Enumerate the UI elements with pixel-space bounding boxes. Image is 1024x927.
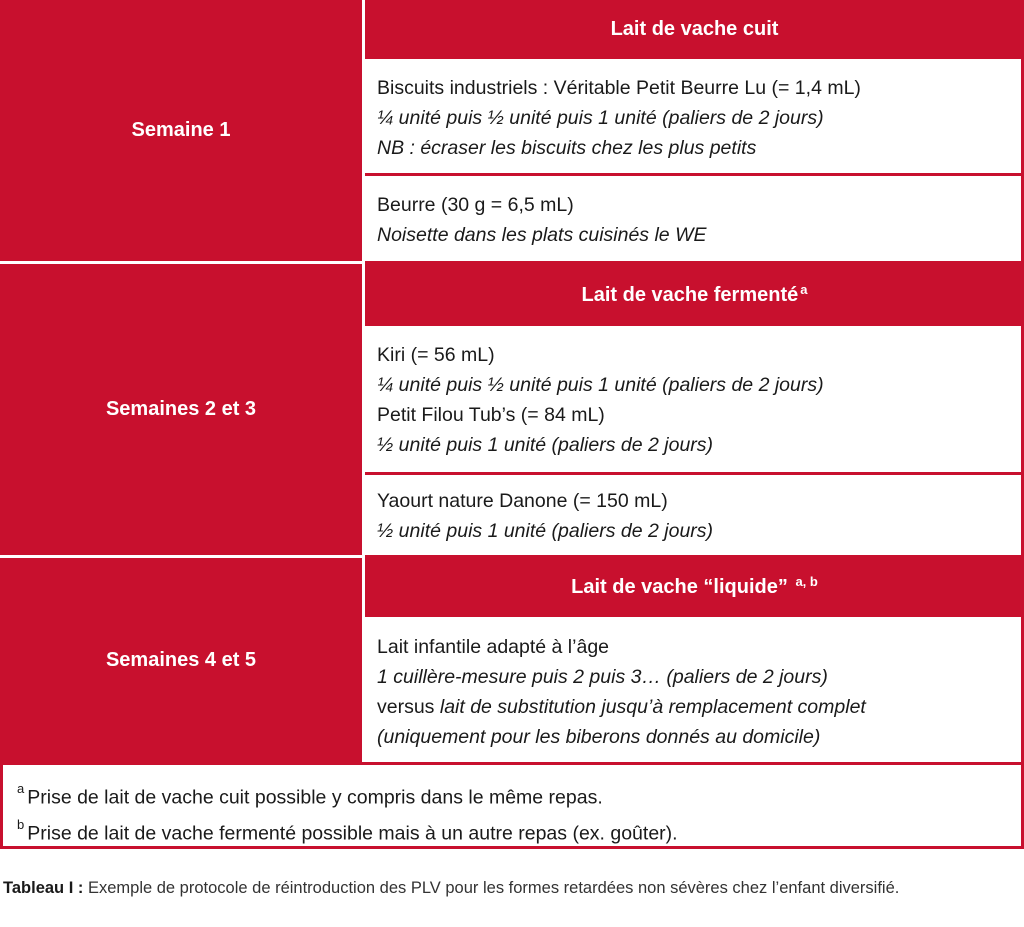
cell-butter-line-1: Beurre (30 g = 6,5 mL): [377, 194, 574, 216]
header-fermented-milk: [365, 264, 1024, 326]
header-fermented-milk-text: Lait de vache fermenté: [581, 283, 799, 306]
cell-infant-milk: [365, 617, 1021, 762]
cell-infant-milk-versus: versus: [377, 696, 435, 718]
footnote-a-mark: a: [17, 781, 25, 796]
header-liquid-milk-text: Lait de vache “liquide”: [571, 576, 788, 598]
cell-yogurt-line-1: Yaourt nature Danone (= 150 mL): [377, 490, 668, 512]
week-label-3-text: Semaines 4 et 5: [105, 648, 257, 671]
cell-infant-milk-line-4: (uniquement pour les biberons donnés au domicile): [377, 726, 821, 748]
cell-biscuits-line-2: ¼ unité puis ½ unité puis 1 unité (paliers de 2 jours): [377, 107, 824, 129]
cell-biscuits: [365, 59, 1021, 173]
cell-infant-milk-line-3: [377, 692, 1021, 722]
cell-kiri-line-2: ¼ unité puis ½ unité puis 1 unité (paliers de 2 jours): [377, 374, 824, 396]
cell-yogurt: [365, 475, 1021, 555]
header-liquid-milk-sup: a, b: [795, 574, 818, 589]
cell-kiri-filou: [365, 326, 1021, 472]
cell-infant-milk-line-1: Lait infantile adapté à l’âge: [377, 636, 610, 658]
cell-infant-milk-substitution: lait de substitution jusqu’à remplacement complet: [439, 696, 866, 718]
footnote-a: [17, 777, 1021, 813]
footnote-b-text: Prise de lait de vache fermenté possible mais à un autre repas (ex. goûter).: [27, 822, 678, 844]
cell-infant-milk-line-2: 1 cuillère-mesure puis 2 puis 3… (paliers de 2 jours): [377, 666, 828, 688]
cell-biscuits-line-1: Biscuits industriels : Véritable Petit Beurre Lu (= 1,4 mL): [377, 77, 861, 99]
cell-filou-line-2: ½ unité puis 1 unité (paliers de 2 jours): [377, 434, 714, 456]
cell-butter-line-2: Noisette dans les plats cuisinés le WE: [377, 224, 707, 246]
week-label-2-text: Semaines 2 et 3: [105, 398, 257, 420]
row-divider-2: [0, 555, 365, 558]
caption-label: Tableau I :: [3, 879, 84, 897]
cell-butter: [365, 176, 1021, 261]
week-label-2: [0, 264, 362, 555]
cell-filou-line-1: Petit Filou Tub’s (= 84 mL): [377, 404, 605, 426]
footnote-b-mark: b: [17, 816, 25, 832]
header-cooked-milk-text: Lait de vache cuit: [610, 18, 779, 40]
cell-kiri-line-1: Kiri (= 56 mL): [377, 344, 495, 366]
week-label-3: [0, 558, 362, 762]
cell-yogurt-line-2: ½ unité puis 1 unité (paliers de 2 jours): [377, 520, 714, 542]
header-cooked-milk: [365, 0, 1024, 59]
footnotes: [3, 765, 1021, 846]
row-divider-1: [0, 261, 365, 264]
header-fermented-milk-sup: a: [800, 281, 808, 297]
week-label-1-text: Semaine 1: [131, 119, 231, 141]
week-label-1: [0, 0, 362, 261]
header-liquid-milk: [365, 558, 1024, 617]
footnote-a-text: Prise de lait de vache cuit possible y compris dans le même repas.: [27, 786, 603, 809]
caption-text: Exemple de protocole de réintroduction des PLV pour les formes retardées non sévères chez l’enfant diversifié.: [87, 879, 900, 897]
footnote-b: [17, 813, 1021, 849]
cell-biscuits-line-3: NB : écraser les biscuits chez les plus petits: [377, 137, 757, 159]
table-caption: [3, 876, 1021, 900]
